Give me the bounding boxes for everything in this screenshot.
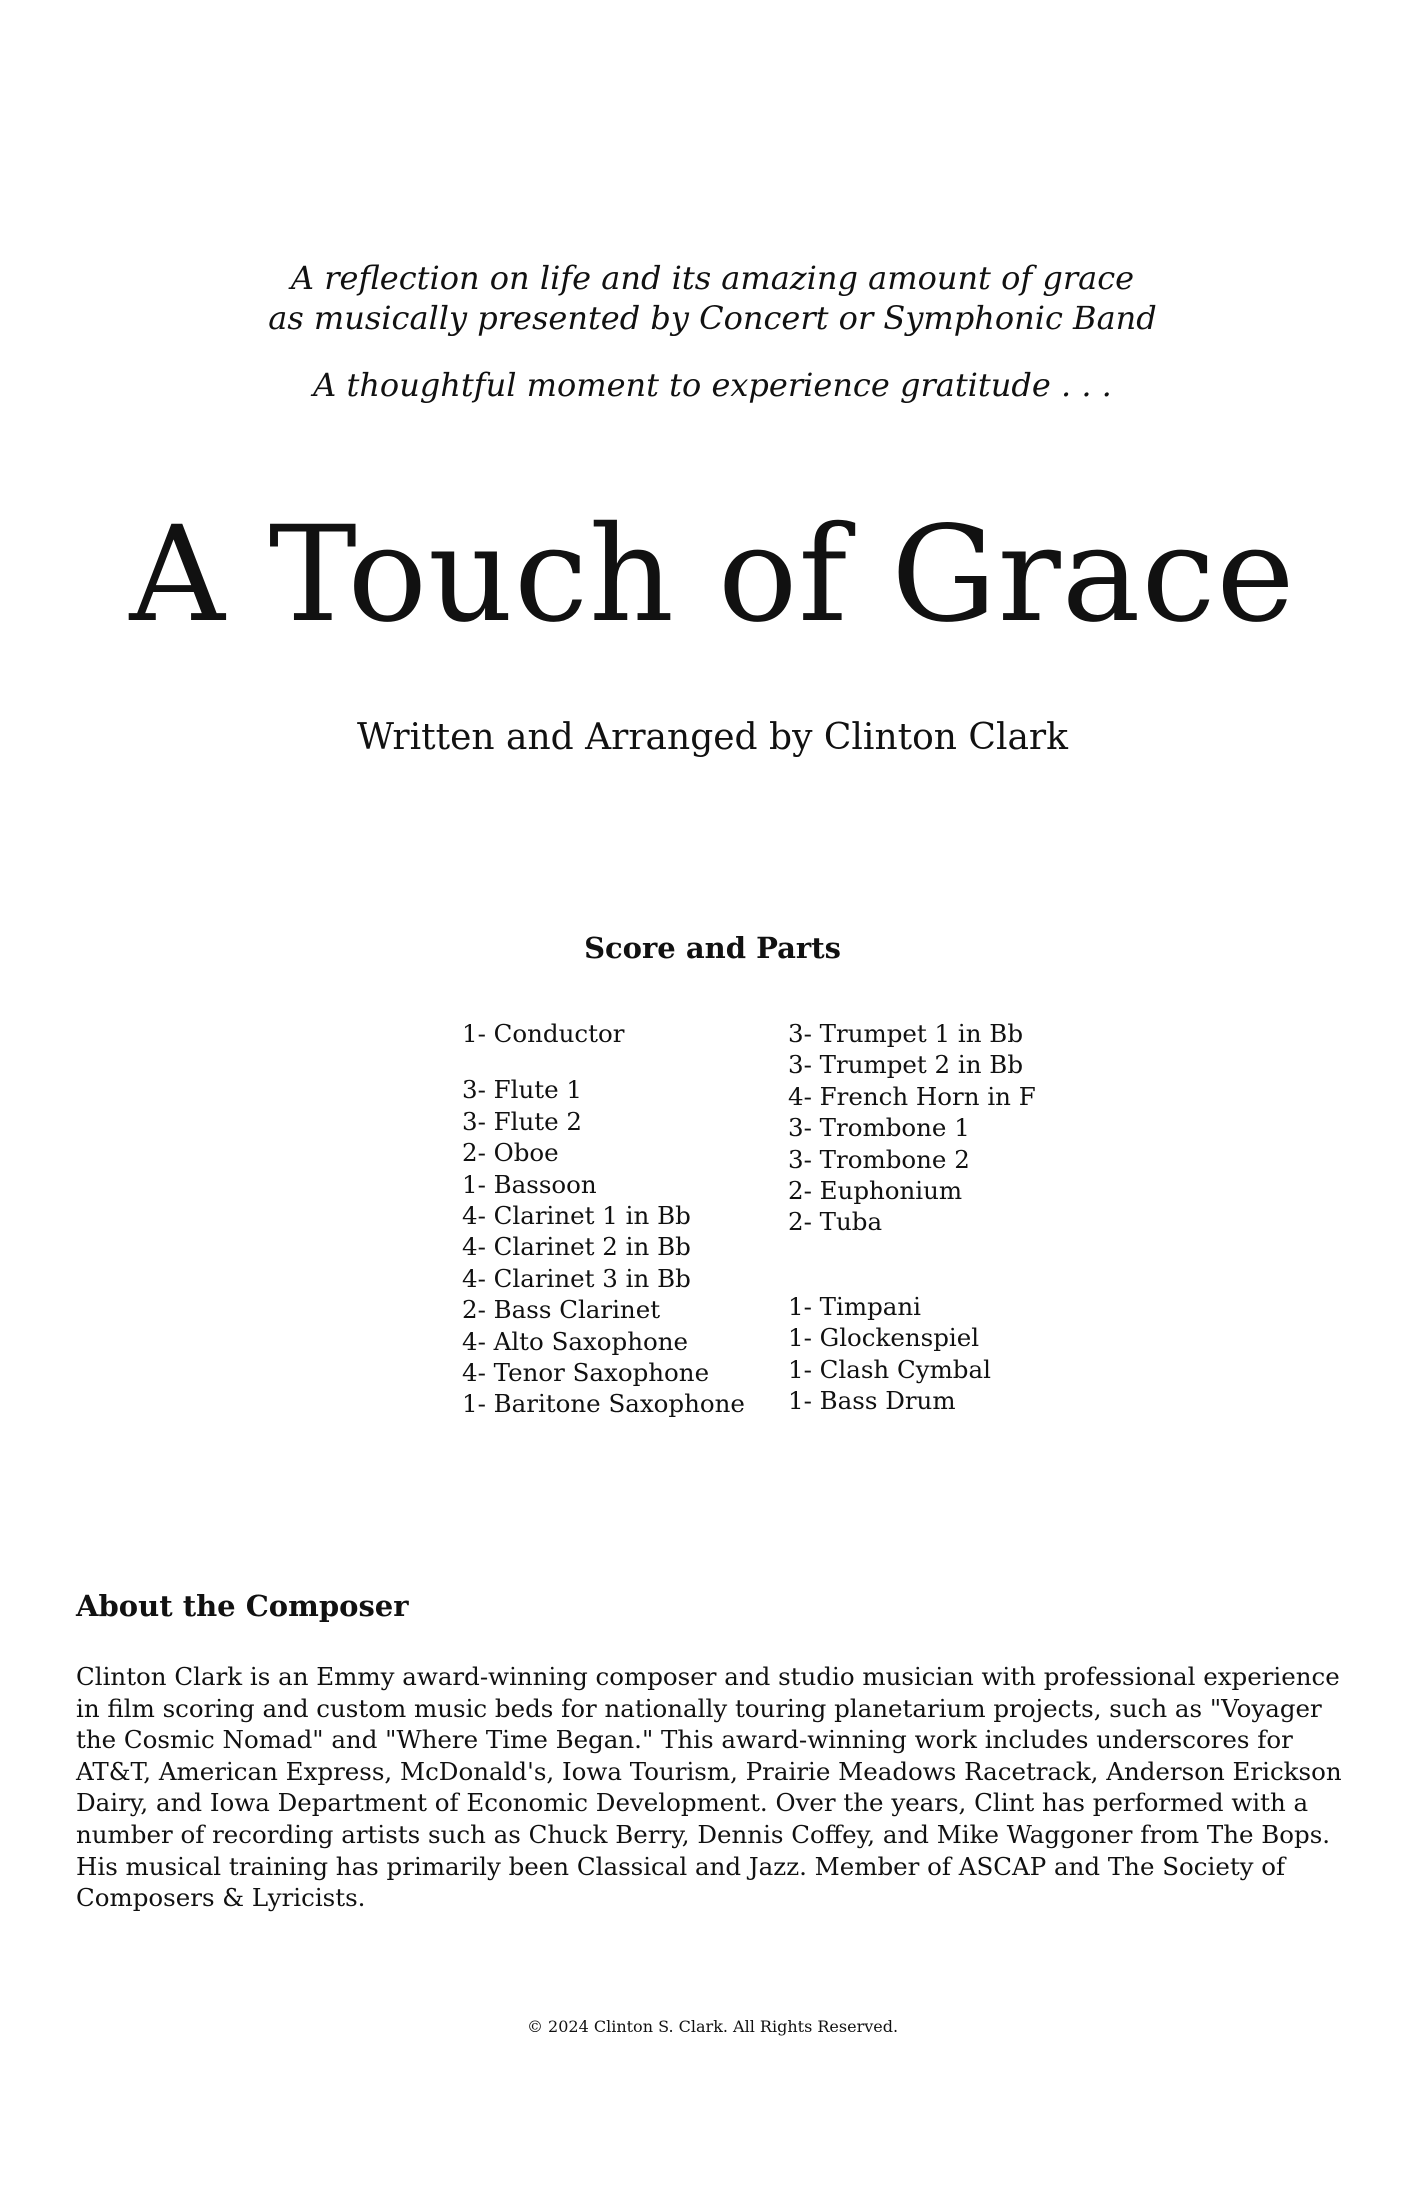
part-item: 3- Flute 2 <box>462 1106 582 1136</box>
part-item: 3- Trombone 1 <box>788 1113 970 1143</box>
part-item: 1- Timpani <box>788 1291 921 1321</box>
part-item: 3- Trombone 2 <box>788 1144 970 1174</box>
score-and-parts-heading: Score and Parts <box>584 931 841 965</box>
part-item: 3- Flute 1 <box>462 1075 582 1105</box>
about-composer-heading: About the Composer <box>76 1589 409 1623</box>
part-item: 4- Alto Saxophone <box>462 1326 689 1356</box>
part-item: 4- Clarinet 2 in Bb <box>462 1232 691 1262</box>
parts-list-right <box>788 1018 1036 1416</box>
part-item: 4- Tenor Saxophone <box>462 1357 710 1387</box>
part-list-spacer <box>462 1049 745 1074</box>
part-item: 3- Trumpet 1 in Bb <box>788 1019 1023 1048</box>
copyright-notice: © 2024 Clinton S. Clark. All Rights Reserved. <box>526 2017 899 2036</box>
piece-title: A Touch of Grace <box>129 498 1296 652</box>
tagline-line-1: A reflection on life and its amazing amount of grace <box>290 259 1135 297</box>
tagline-line-3: A thoughtful moment to experience gratitude . . . <box>313 366 1112 404</box>
part-item: 1- Bass Drum <box>788 1385 956 1415</box>
part-item: 4- Clarinet 1 in Bb <box>462 1200 691 1230</box>
part-item: 1- Baritone Saxophone <box>462 1389 745 1419</box>
about-composer-text: Clinton Clark is an Emmy award-winning composer and studio musician with professional experience in film scoring and custom music beds for nationally touring planetarium projects, such as "Voyager the Cosmic Nomad" and "Where Time Began." This award-winning work includes underscores for AT&T, American Express, McDonald's, Iowa Tourism, Prairie Meadows Racetrack, Anderson Erickson Dairy, and Iowa Department of Economic Development. Over the years, Clint has performed with a number of recording artists such as Chuck Berry, Dennis Coffey, and Mike Waggoner from The Bops. His musical training has primarily been Classical and Jazz. Member of ASCAP and The Society of Composers & Lyricists. <box>76 1662 1342 1913</box>
part-item: 2- Bass Clarinet <box>462 1295 661 1325</box>
part-item: 4- Clarinet 3 in Bb <box>462 1263 691 1293</box>
parts-list-left <box>462 1018 745 1420</box>
composer-byline: Written and Arranged by Clinton Clark <box>357 717 1068 758</box>
part-list-spacer <box>788 1238 1036 1291</box>
part-item: 4- French Horn in F <box>788 1081 1036 1111</box>
part-item: 1- Glockenspiel <box>788 1323 980 1353</box>
tagline-line-2: as musically presented by Concert or Symphonic Band <box>268 299 1157 337</box>
part-item: 2- Tuba <box>788 1207 883 1237</box>
part-item: 3- Trumpet 2 in Bb <box>788 1050 1023 1080</box>
part-item: 1- Conductor <box>462 1019 625 1048</box>
part-item: 1- Clash Cymbal <box>788 1354 991 1384</box>
part-item: 2- Oboe <box>462 1138 559 1168</box>
part-item: 1- Bassoon <box>462 1169 597 1199</box>
part-item: 2- Euphonium <box>788 1175 963 1205</box>
